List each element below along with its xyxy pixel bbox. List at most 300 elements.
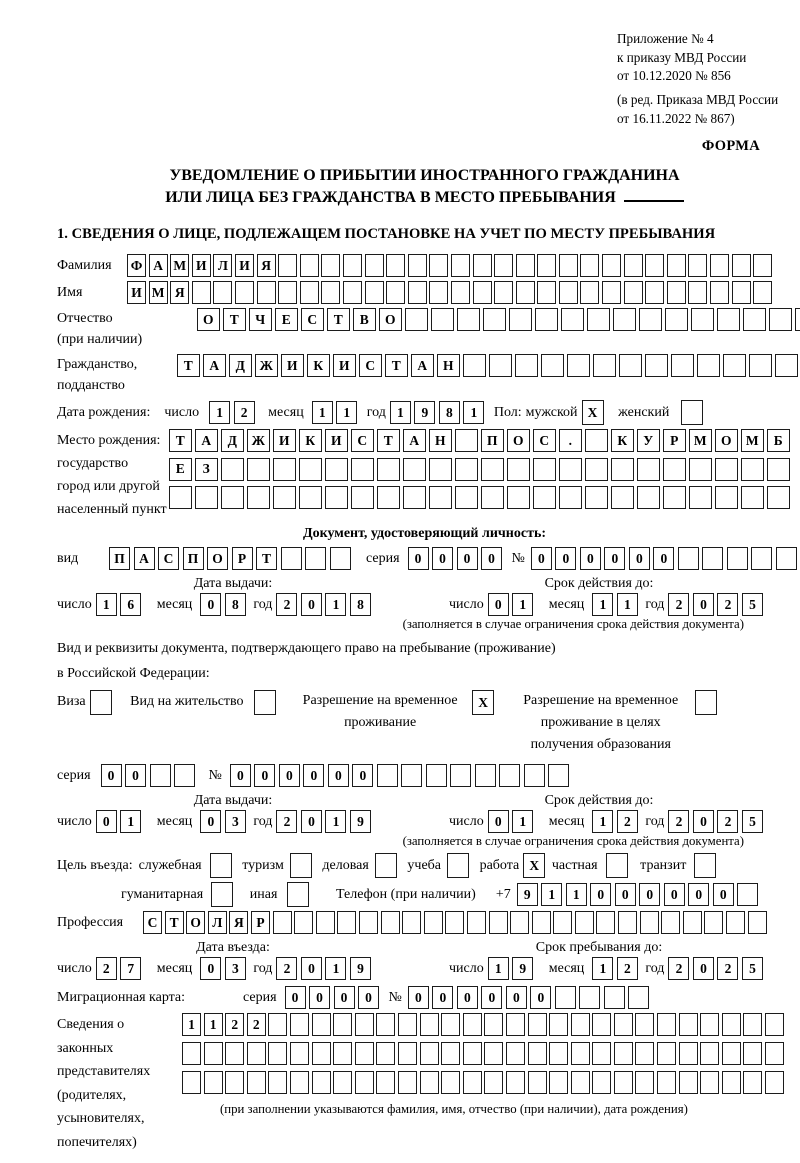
- char-box[interactable]: 1: [566, 883, 587, 906]
- char-box[interactable]: [555, 986, 576, 1009]
- char-box[interactable]: [204, 1071, 223, 1094]
- char-box[interactable]: [494, 281, 513, 304]
- char-box[interactable]: Я: [170, 281, 189, 304]
- char-box[interactable]: Л: [213, 254, 232, 277]
- char-box[interactable]: 0: [334, 986, 355, 1009]
- char-box[interactable]: [441, 1042, 460, 1065]
- char-box[interactable]: П: [109, 547, 130, 570]
- char-box[interactable]: [351, 458, 374, 481]
- char-box[interactable]: [451, 281, 470, 304]
- char-box[interactable]: [715, 458, 738, 481]
- char-box[interactable]: Р: [232, 547, 253, 570]
- char-box[interactable]: [602, 254, 621, 277]
- char-box[interactable]: 3: [225, 957, 246, 980]
- char-box[interactable]: 1: [209, 401, 230, 424]
- char-box[interactable]: [624, 254, 643, 277]
- char-box[interactable]: [321, 254, 340, 277]
- char-box[interactable]: 0: [408, 547, 429, 570]
- char-box[interactable]: [640, 911, 659, 934]
- char-box[interactable]: [663, 458, 686, 481]
- char-box[interactable]: 0: [309, 986, 330, 1009]
- char-box[interactable]: Ж: [255, 354, 278, 377]
- char-box[interactable]: [174, 764, 195, 787]
- char-box[interactable]: [376, 1071, 395, 1094]
- char-box[interactable]: [287, 882, 309, 907]
- char-box[interactable]: 1: [592, 593, 613, 616]
- char-box[interactable]: [489, 354, 512, 377]
- char-box[interactable]: [667, 281, 686, 304]
- char-box[interactable]: [278, 281, 297, 304]
- char-box[interactable]: [683, 911, 702, 934]
- char-box[interactable]: 2: [276, 957, 297, 980]
- char-box[interactable]: Т: [327, 308, 350, 331]
- char-box[interactable]: [424, 911, 443, 934]
- char-box[interactable]: [506, 1071, 525, 1094]
- char-box[interactable]: [377, 458, 400, 481]
- char-box[interactable]: [225, 1071, 244, 1094]
- char-box[interactable]: [337, 911, 356, 934]
- char-box[interactable]: 5: [742, 810, 763, 833]
- char-box[interactable]: [351, 486, 374, 509]
- char-box[interactable]: [290, 1071, 309, 1094]
- char-box[interactable]: [663, 486, 686, 509]
- char-box[interactable]: [300, 281, 319, 304]
- char-box[interactable]: 0: [590, 883, 611, 906]
- char-box[interactable]: И: [235, 254, 254, 277]
- char-box[interactable]: 8: [350, 593, 371, 616]
- char-box[interactable]: [753, 281, 772, 304]
- char-box[interactable]: [254, 690, 276, 715]
- char-box[interactable]: 0: [301, 810, 322, 833]
- char-box[interactable]: [299, 486, 322, 509]
- char-box[interactable]: [247, 1071, 266, 1094]
- char-box[interactable]: 0: [481, 547, 502, 570]
- char-box[interactable]: [667, 254, 686, 277]
- char-box[interactable]: 0: [301, 593, 322, 616]
- char-box[interactable]: 0: [432, 547, 453, 570]
- char-box[interactable]: [221, 458, 244, 481]
- char-box[interactable]: [528, 1071, 547, 1094]
- char-box[interactable]: 2: [225, 1013, 244, 1036]
- char-box[interactable]: [571, 1013, 590, 1036]
- char-box[interactable]: М: [170, 254, 189, 277]
- char-box[interactable]: [635, 1042, 654, 1065]
- char-box[interactable]: [455, 486, 478, 509]
- char-box[interactable]: 1: [390, 401, 411, 424]
- char-box[interactable]: 1: [592, 957, 613, 980]
- char-box[interactable]: [355, 1013, 374, 1036]
- char-box[interactable]: 9: [517, 883, 538, 906]
- char-box[interactable]: 0: [688, 883, 709, 906]
- char-box[interactable]: [628, 986, 649, 1009]
- char-box[interactable]: [445, 911, 464, 934]
- char-box[interactable]: [722, 1013, 741, 1036]
- char-box[interactable]: [679, 1071, 698, 1094]
- char-box[interactable]: [509, 308, 532, 331]
- char-box[interactable]: [548, 764, 569, 787]
- char-box[interactable]: 1: [325, 810, 346, 833]
- char-box[interactable]: 5: [742, 593, 763, 616]
- char-box[interactable]: 1: [120, 810, 141, 833]
- char-box[interactable]: [192, 281, 211, 304]
- char-box[interactable]: [355, 1042, 374, 1065]
- char-box[interactable]: [90, 690, 112, 715]
- char-box[interactable]: Р: [663, 429, 686, 452]
- char-box[interactable]: [290, 1042, 309, 1065]
- char-box[interactable]: 0: [303, 764, 324, 787]
- char-box[interactable]: К: [611, 429, 634, 452]
- char-box[interactable]: 0: [408, 986, 429, 1009]
- char-box[interactable]: [541, 354, 564, 377]
- char-box[interactable]: 2: [717, 957, 738, 980]
- char-box[interactable]: [463, 1042, 482, 1065]
- char-box[interactable]: [749, 354, 772, 377]
- char-box[interactable]: 1: [512, 810, 533, 833]
- char-box[interactable]: X: [523, 853, 545, 878]
- char-box[interactable]: [247, 458, 270, 481]
- char-box[interactable]: [455, 458, 478, 481]
- char-box[interactable]: [273, 911, 292, 934]
- char-box[interactable]: [506, 1042, 525, 1065]
- char-box[interactable]: [637, 486, 660, 509]
- char-box[interactable]: [710, 254, 729, 277]
- char-box[interactable]: [268, 1071, 287, 1094]
- char-box[interactable]: А: [149, 254, 168, 277]
- char-box[interactable]: [614, 1013, 633, 1036]
- char-box[interactable]: [294, 911, 313, 934]
- char-box[interactable]: [585, 429, 608, 452]
- char-box[interactable]: [463, 354, 486, 377]
- char-box[interactable]: [549, 1071, 568, 1094]
- char-box[interactable]: [611, 458, 634, 481]
- char-box[interactable]: К: [307, 354, 330, 377]
- char-box[interactable]: П: [481, 429, 504, 452]
- char-box[interactable]: [169, 486, 192, 509]
- char-box[interactable]: [377, 764, 398, 787]
- char-box[interactable]: 1: [617, 593, 638, 616]
- char-box[interactable]: 0: [530, 986, 551, 1009]
- char-box[interactable]: [506, 1013, 525, 1036]
- char-box[interactable]: [420, 1042, 439, 1065]
- char-box[interactable]: [702, 547, 723, 570]
- char-box[interactable]: [585, 458, 608, 481]
- char-box[interactable]: [681, 400, 703, 425]
- char-box[interactable]: [398, 1042, 417, 1065]
- char-box[interactable]: 8: [439, 401, 460, 424]
- char-box[interactable]: 2: [247, 1013, 266, 1036]
- char-box[interactable]: [290, 1013, 309, 1036]
- char-box[interactable]: 0: [629, 547, 650, 570]
- char-box[interactable]: 1: [96, 593, 117, 616]
- char-box[interactable]: [225, 1042, 244, 1065]
- char-box[interactable]: О: [207, 547, 228, 570]
- char-box[interactable]: [481, 458, 504, 481]
- char-box[interactable]: Я: [229, 911, 248, 934]
- char-box[interactable]: [580, 254, 599, 277]
- char-box[interactable]: [403, 458, 426, 481]
- char-box[interactable]: [688, 281, 707, 304]
- char-box[interactable]: 7: [120, 957, 141, 980]
- char-box[interactable]: [587, 308, 610, 331]
- char-box[interactable]: [535, 308, 558, 331]
- char-box[interactable]: Р: [251, 911, 270, 934]
- char-box[interactable]: 0: [639, 883, 660, 906]
- char-box[interactable]: [727, 547, 748, 570]
- char-box[interactable]: 0: [653, 547, 674, 570]
- char-box[interactable]: [765, 1013, 784, 1036]
- char-box[interactable]: [561, 308, 584, 331]
- char-box[interactable]: [463, 1071, 482, 1094]
- char-box[interactable]: 2: [276, 810, 297, 833]
- char-box[interactable]: [635, 1013, 654, 1036]
- char-box[interactable]: [619, 354, 642, 377]
- char-box[interactable]: Т: [385, 354, 408, 377]
- char-box[interactable]: 0: [555, 547, 576, 570]
- char-box[interactable]: [710, 281, 729, 304]
- char-box[interactable]: Ч: [249, 308, 272, 331]
- char-box[interactable]: X: [472, 690, 494, 715]
- char-box[interactable]: [537, 254, 556, 277]
- char-box[interactable]: [592, 1013, 611, 1036]
- char-box[interactable]: Д: [221, 429, 244, 452]
- char-box[interactable]: [515, 354, 538, 377]
- char-box[interactable]: [743, 308, 766, 331]
- char-box[interactable]: [204, 1042, 223, 1065]
- char-box[interactable]: [510, 911, 529, 934]
- char-box[interactable]: [426, 764, 447, 787]
- char-box[interactable]: 0: [200, 593, 221, 616]
- char-box[interactable]: 2: [668, 593, 689, 616]
- char-box[interactable]: [751, 547, 772, 570]
- char-box[interactable]: [150, 764, 171, 787]
- char-box[interactable]: 1: [182, 1013, 201, 1036]
- char-box[interactable]: [624, 281, 643, 304]
- char-box[interactable]: [613, 308, 636, 331]
- char-box[interactable]: [473, 254, 492, 277]
- char-box[interactable]: 1: [592, 810, 613, 833]
- char-box[interactable]: [365, 281, 384, 304]
- char-box[interactable]: [484, 1042, 503, 1065]
- char-box[interactable]: [611, 486, 634, 509]
- char-box[interactable]: [273, 458, 296, 481]
- char-box[interactable]: [494, 254, 513, 277]
- char-box[interactable]: [580, 281, 599, 304]
- char-box[interactable]: [312, 1013, 331, 1036]
- char-box[interactable]: 0: [285, 986, 306, 1009]
- char-box[interactable]: 0: [279, 764, 300, 787]
- char-box[interactable]: [210, 853, 232, 878]
- char-box[interactable]: 8: [225, 593, 246, 616]
- char-box[interactable]: 0: [200, 957, 221, 980]
- char-box[interactable]: [290, 853, 312, 878]
- char-box[interactable]: [553, 911, 572, 934]
- char-box[interactable]: 0: [457, 547, 478, 570]
- char-box[interactable]: [402, 911, 421, 934]
- char-box[interactable]: [645, 281, 664, 304]
- char-box[interactable]: У: [637, 429, 660, 452]
- char-box[interactable]: Т: [169, 429, 192, 452]
- char-box[interactable]: [602, 281, 621, 304]
- char-box[interactable]: [489, 911, 508, 934]
- char-box[interactable]: [377, 486, 400, 509]
- char-box[interactable]: [671, 354, 694, 377]
- char-box[interactable]: [776, 547, 797, 570]
- char-box[interactable]: [429, 254, 448, 277]
- char-box[interactable]: 3: [225, 810, 246, 833]
- char-box[interactable]: 2: [617, 810, 638, 833]
- char-box[interactable]: Я: [257, 254, 276, 277]
- char-box[interactable]: 0: [200, 810, 221, 833]
- char-box[interactable]: 0: [358, 986, 379, 1009]
- char-box[interactable]: 9: [414, 401, 435, 424]
- char-box[interactable]: [467, 911, 486, 934]
- char-box[interactable]: [549, 1042, 568, 1065]
- char-box[interactable]: [678, 547, 699, 570]
- char-box[interactable]: 0: [506, 986, 527, 1009]
- char-box[interactable]: [533, 458, 556, 481]
- char-box[interactable]: 0: [101, 764, 122, 787]
- char-box[interactable]: [741, 486, 764, 509]
- char-box[interactable]: 2: [717, 593, 738, 616]
- char-box[interactable]: [420, 1013, 439, 1036]
- char-box[interactable]: 0: [488, 593, 509, 616]
- char-box[interactable]: 2: [96, 957, 117, 980]
- char-box[interactable]: С: [533, 429, 556, 452]
- char-box[interactable]: [732, 254, 751, 277]
- char-box[interactable]: 0: [301, 957, 322, 980]
- char-box[interactable]: [637, 458, 660, 481]
- char-box[interactable]: 1: [204, 1013, 223, 1036]
- char-box[interactable]: [316, 911, 335, 934]
- char-box[interactable]: [376, 1042, 395, 1065]
- char-box[interactable]: [722, 1071, 741, 1094]
- char-box[interactable]: [281, 547, 302, 570]
- char-box[interactable]: [575, 911, 594, 934]
- char-box[interactable]: [700, 1013, 719, 1036]
- char-box[interactable]: [211, 882, 233, 907]
- char-box[interactable]: [447, 853, 469, 878]
- char-box[interactable]: [398, 1013, 417, 1036]
- char-box[interactable]: [273, 486, 296, 509]
- char-box[interactable]: [618, 911, 637, 934]
- char-box[interactable]: [451, 254, 470, 277]
- char-box[interactable]: [592, 1042, 611, 1065]
- char-box[interactable]: [516, 281, 535, 304]
- char-box[interactable]: [691, 308, 714, 331]
- char-box[interactable]: [420, 1071, 439, 1094]
- char-box[interactable]: 0: [580, 547, 601, 570]
- char-box[interactable]: 2: [717, 810, 738, 833]
- char-box[interactable]: Ф: [127, 254, 146, 277]
- char-box[interactable]: М: [689, 429, 712, 452]
- char-box[interactable]: [431, 308, 454, 331]
- char-box[interactable]: Е: [169, 458, 192, 481]
- char-box[interactable]: М: [149, 281, 168, 304]
- char-box[interactable]: 0: [432, 986, 453, 1009]
- char-box[interactable]: [695, 690, 717, 715]
- char-box[interactable]: [571, 1042, 590, 1065]
- char-box[interactable]: [532, 911, 551, 934]
- char-box[interactable]: 0: [96, 810, 117, 833]
- char-box[interactable]: [381, 911, 400, 934]
- char-box[interactable]: Е: [275, 308, 298, 331]
- char-box[interactable]: И: [273, 429, 296, 452]
- char-box[interactable]: [305, 547, 326, 570]
- char-box[interactable]: [741, 458, 764, 481]
- char-box[interactable]: 0: [713, 883, 734, 906]
- char-box[interactable]: X: [582, 400, 604, 425]
- char-box[interactable]: [386, 254, 405, 277]
- char-box[interactable]: [441, 1071, 460, 1094]
- char-box[interactable]: [484, 1013, 503, 1036]
- char-box[interactable]: [743, 1071, 762, 1094]
- char-box[interactable]: [268, 1013, 287, 1036]
- char-box[interactable]: 2: [668, 957, 689, 980]
- char-box[interactable]: [499, 764, 520, 787]
- char-box[interactable]: 1: [541, 883, 562, 906]
- char-box[interactable]: [689, 458, 712, 481]
- char-box[interactable]: В: [353, 308, 376, 331]
- char-box[interactable]: [700, 1071, 719, 1094]
- char-box[interactable]: [614, 1042, 633, 1065]
- char-box[interactable]: [559, 486, 582, 509]
- char-box[interactable]: [679, 1042, 698, 1065]
- char-box[interactable]: 0: [531, 547, 552, 570]
- char-box[interactable]: [549, 1013, 568, 1036]
- char-box[interactable]: [195, 486, 218, 509]
- char-box[interactable]: 1: [463, 401, 484, 424]
- char-box[interactable]: О: [186, 911, 205, 934]
- char-box[interactable]: [614, 1071, 633, 1094]
- char-box[interactable]: 0: [328, 764, 349, 787]
- char-box[interactable]: 1: [312, 401, 333, 424]
- char-box[interactable]: [507, 486, 530, 509]
- char-box[interactable]: [221, 486, 244, 509]
- char-box[interactable]: А: [403, 429, 426, 452]
- char-box[interactable]: [537, 281, 556, 304]
- char-box[interactable]: О: [379, 308, 402, 331]
- char-box[interactable]: 1: [325, 957, 346, 980]
- char-box[interactable]: З: [195, 458, 218, 481]
- char-box[interactable]: [507, 458, 530, 481]
- char-box[interactable]: 0: [488, 810, 509, 833]
- char-box[interactable]: [743, 1042, 762, 1065]
- char-box[interactable]: 1: [512, 593, 533, 616]
- char-box[interactable]: 9: [350, 957, 371, 980]
- char-box[interactable]: [429, 458, 452, 481]
- char-box[interactable]: И: [281, 354, 304, 377]
- char-box[interactable]: [278, 254, 297, 277]
- char-box[interactable]: [457, 308, 480, 331]
- char-box[interactable]: С: [359, 354, 382, 377]
- char-box[interactable]: [441, 1013, 460, 1036]
- char-box[interactable]: [408, 254, 427, 277]
- char-box[interactable]: [700, 1042, 719, 1065]
- char-box[interactable]: [533, 486, 556, 509]
- char-box[interactable]: 0: [615, 883, 636, 906]
- char-box[interactable]: [596, 911, 615, 934]
- char-box[interactable]: [722, 1042, 741, 1065]
- char-box[interactable]: [333, 1013, 352, 1036]
- char-box[interactable]: [475, 764, 496, 787]
- char-box[interactable]: [795, 308, 800, 331]
- char-box[interactable]: [679, 1013, 698, 1036]
- char-box[interactable]: А: [195, 429, 218, 452]
- char-box[interactable]: [585, 486, 608, 509]
- char-box[interactable]: [571, 1071, 590, 1094]
- char-box[interactable]: [606, 853, 628, 878]
- char-box[interactable]: [723, 354, 746, 377]
